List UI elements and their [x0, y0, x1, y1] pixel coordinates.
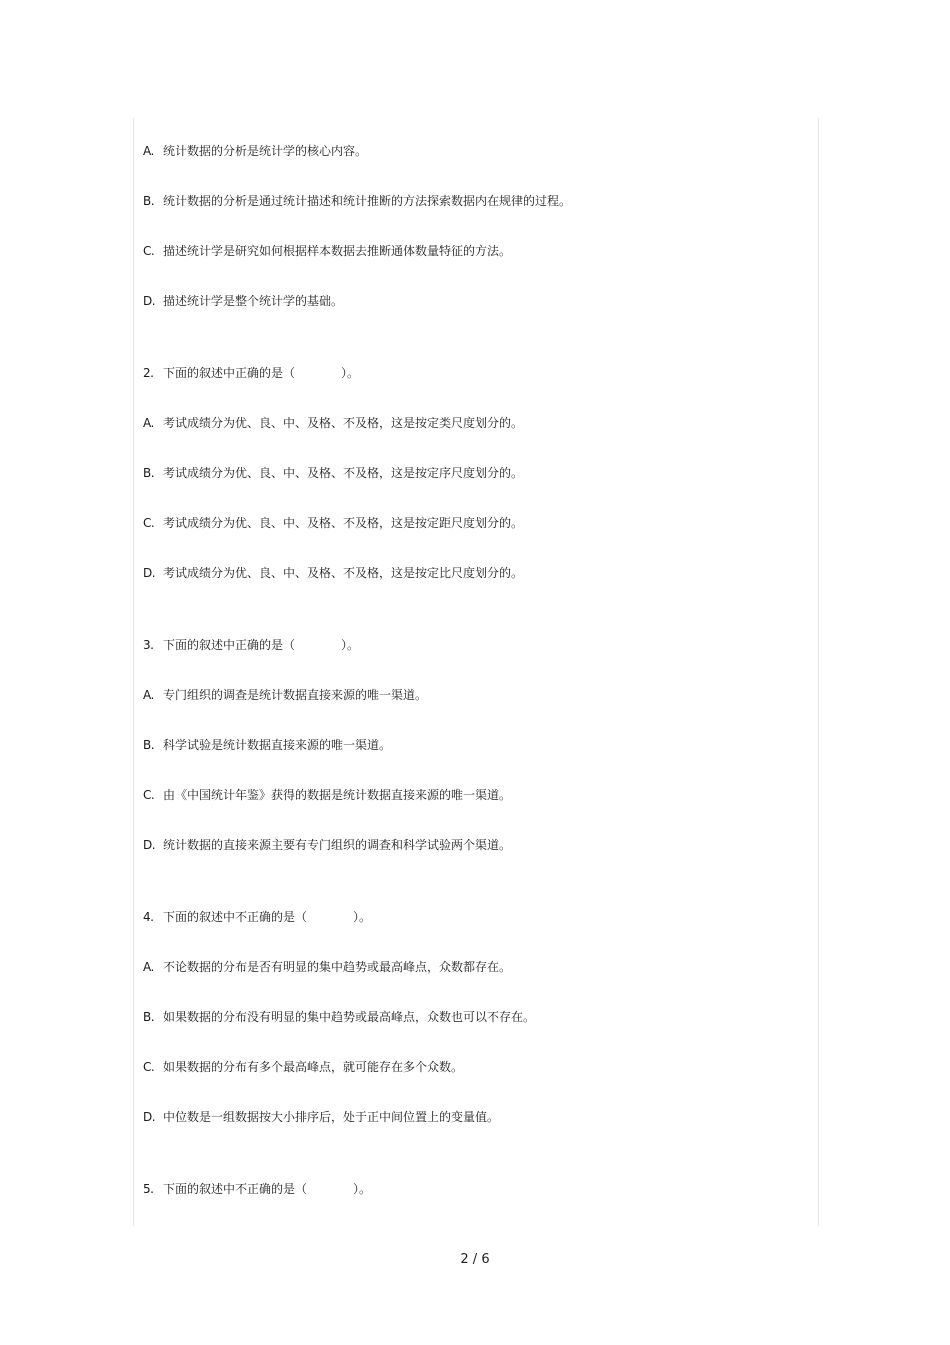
q1-option-b: [143, 193, 571, 209]
q3-option-c: [143, 787, 511, 803]
question-text: 下面的叙述中不正确的是（: [163, 1182, 308, 1196]
option-label: C.: [143, 1060, 155, 1074]
question-text: 下面的叙述中正确的是（: [163, 366, 296, 380]
option-label: C.: [143, 244, 155, 258]
q3-option-d: [143, 837, 511, 853]
q1-option-d: [143, 293, 343, 309]
option-label: A.: [143, 416, 154, 430]
option-label: A.: [143, 688, 154, 702]
option-text: 如果数据的分布有多个最高峰点，就可能存在多个众数。: [163, 1060, 464, 1074]
page-number: 2 / 6: [460, 1252, 490, 1267]
option-text: 描述统计学是整个统计学的基础。: [163, 294, 344, 308]
q5-stem: [143, 1181, 371, 1197]
question-text-end: ）。: [341, 638, 360, 652]
question-text: 下面的叙述中不正确的是（: [163, 910, 308, 924]
option-text: 考试成绩分为优、良、中、及格、不及格，这是按定距尺度划分的。: [163, 516, 524, 530]
option-text: 考试成绩分为优、良、中、及格、不及格，这是按定类尺度划分的。: [163, 416, 524, 430]
option-label: D.: [143, 566, 156, 580]
option-label: D.: [143, 838, 156, 852]
q2-option-d: [143, 565, 523, 581]
option-text: 描述统计学是研究如何根据样本数据去推断通体数量特征的方法。: [163, 244, 512, 258]
option-label: B.: [143, 194, 155, 208]
option-label: C.: [143, 788, 155, 802]
q2-option-c: [143, 515, 523, 531]
option-label: D.: [143, 1110, 156, 1124]
question-text: 下面的叙述中正确的是（: [163, 638, 296, 652]
question-number: 2.: [143, 366, 154, 380]
question-number: 4.: [143, 910, 154, 924]
option-text: 不论数据的分布是否有明显的集中趋势或最高峰点，众数都存在。: [163, 960, 512, 974]
option-text: 如果数据的分布没有明显的集中趋势或最高峰点，众数也可以不存在。: [163, 1010, 536, 1024]
question-number: 3.: [143, 638, 154, 652]
option-text: 统计数据的直接来源主要有专门组织的调查和科学试验两个渠道。: [163, 838, 512, 852]
option-text: 统计数据的分析是统计学的核心内容。: [163, 144, 368, 158]
option-text: 由《中国统计年鉴》获得的数据是统计数据直接来源的唯一渠道。: [163, 788, 512, 802]
q3-stem: [143, 637, 359, 653]
option-label: D.: [143, 294, 156, 308]
option-label: A.: [143, 144, 154, 158]
option-text: 专门组织的调查是统计数据直接来源的唯一渠道。: [163, 688, 428, 702]
question-number: 5.: [143, 1182, 154, 1196]
q4-option-a: [143, 959, 511, 975]
q2-option-a: [143, 415, 523, 431]
option-label: C.: [143, 516, 155, 530]
q4-stem: [143, 909, 371, 925]
question-text-end: ）。: [353, 910, 372, 924]
question-text-end: ）。: [353, 1182, 372, 1196]
q1-option-c: [143, 243, 511, 259]
q2-option-b: [143, 465, 523, 481]
q3-option-a: [143, 687, 427, 703]
question-text-end: ）。: [341, 366, 360, 380]
q4-option-c: [143, 1059, 463, 1075]
option-text: 考试成绩分为优、良、中、及格、不及格，这是按定比尺度划分的。: [163, 566, 524, 580]
q4-option-d: [143, 1109, 499, 1125]
option-text: 考试成绩分为优、良、中、及格、不及格，这是按定序尺度划分的。: [163, 466, 524, 480]
option-text: 中位数是一组数据按大小排序后，处于正中间位置上的变量值。: [163, 1110, 500, 1124]
q1-option-a: [143, 143, 367, 159]
q3-option-b: [143, 737, 391, 753]
option-label: A.: [143, 960, 154, 974]
q4-option-b: [143, 1009, 535, 1025]
q2-stem: [143, 365, 359, 381]
option-label: B.: [143, 466, 155, 480]
option-text: 科学试验是统计数据直接来源的唯一渠道。: [163, 738, 392, 752]
option-label: B.: [143, 1010, 155, 1024]
option-label: B.: [143, 738, 155, 752]
option-text: 统计数据的分析是通过统计描述和统计推断的方法探索数据内在规律的过程。: [163, 194, 572, 208]
